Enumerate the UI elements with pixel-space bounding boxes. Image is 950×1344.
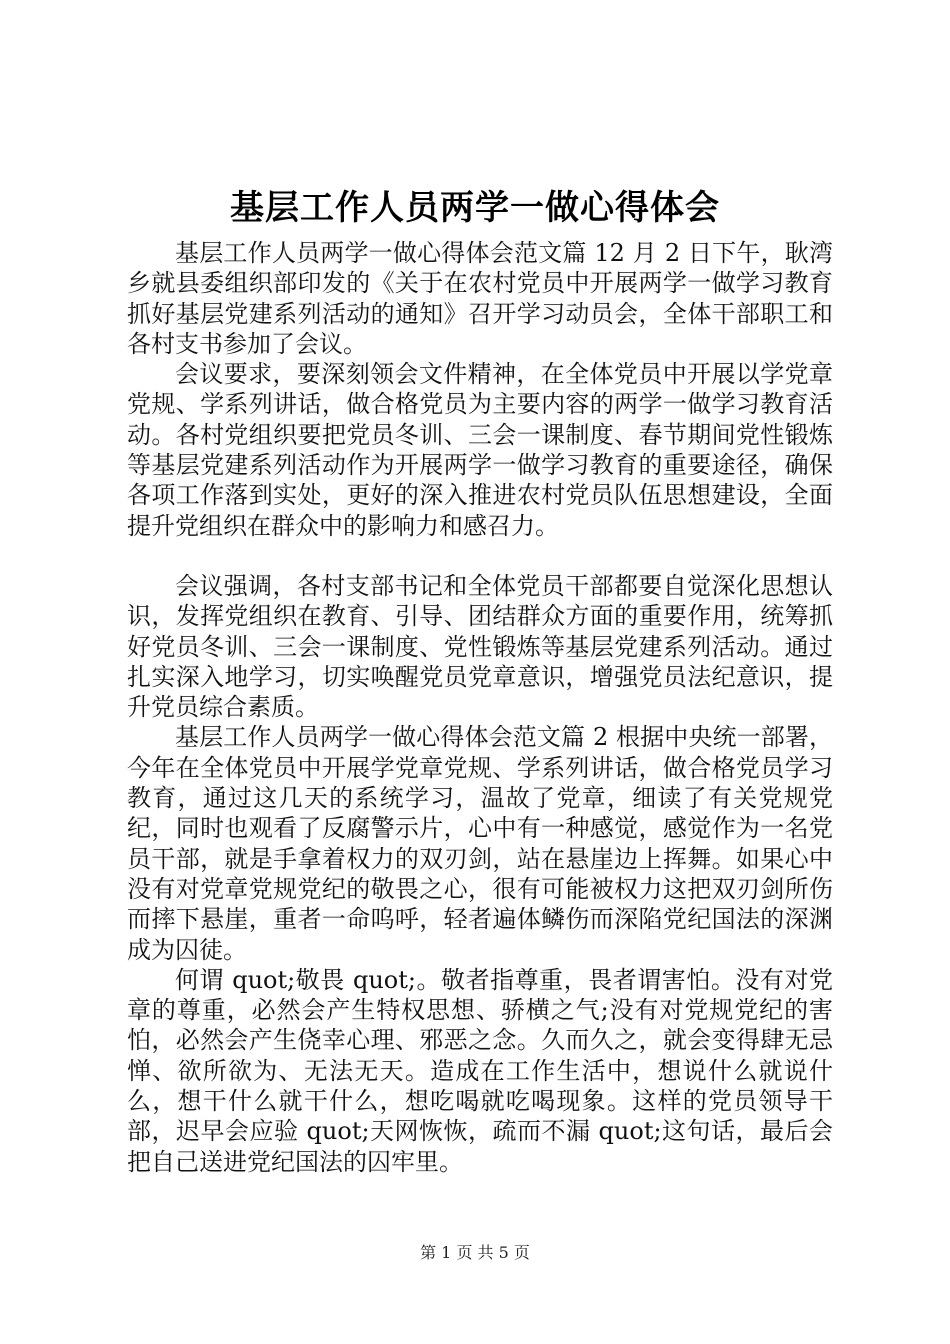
paragraph-3: 会议强调，各村支部书记和全体党员干部都要自觉深化思想认识，发挥党组织在教育、引导、团结群众方面的重要作用，统筹抓好党员冬训、三会一课制度、党性锻炼等基层党建系列活动。通过扎实深入地学习，切实唤醒党员党章意识，增强党员法纪意识，提升党员综合素质。 xyxy=(127,571,833,722)
paragraph-5: 何谓 quot;敬畏 quot;。敬者指尊重，畏者谓害怕。没有对党章的尊重，必然会产生特权思想、骄横之气;没有对党规党纪的害怕，必然会产生侥幸心理、邪恶之念。久而久之，就会变得肆无忌惮、欲所欲为、无法无天。造成在工作生活中，想说什么就说什么，想干什么就干什么，想吃喝就吃喝现象。这样的党员领导干部，迟早会应验 quot;天网恢恢，疏而不漏 quot;这句话，最后会把自己送进党纪国法的囚牢里。 xyxy=(127,965,833,1176)
page-footer: 第 1 页 共 5 页 xyxy=(420,1243,530,1262)
paragraph-2: 会议要求，要深刻领会文件精神，在全体党员中开展以学党章党规、学系列讲话，做合格党员为主要内容的两学一做学习教育活动。各村党组织要把党员冬训、三会一课制度、春节期间党性锻炼等基层党建系列活动作为开展两学一做学习教育的重要途径，确保各项工作落到实处，更好的深入推进农村党员队伍思想建设，全面提升党组织在群众中的影响力和感召力。 xyxy=(127,360,833,540)
document-title: 基层工作人员两学一做心得体会 xyxy=(230,188,720,228)
paragraph-4: 基层工作人员两学一做心得体会范文篇 2 根据中央统一部署，今年在全体党员中开展学党章党规、学系列讲话，做合格党员学习教育，通过这几天的系统学习，温故了党章，细读了有关党规党纪，同时也观看了反腐警示片，心中有一种感觉，感觉作为一名党员干部，就是手拿着权力的双刃剑，站在悬崖边上挥舞。如果心中没有对党章党规党纪的敬畏之心，很有可能被权力这把双刃剑所伤而摔下悬崖，重者一命呜呼，轻者遍体鳞伤而深陷党纪国法的深渊成为囚徒。 xyxy=(127,723,833,964)
document-body xyxy=(127,238,833,1177)
paragraph-1: 基层工作人员两学一做心得体会范文篇 12 月 2 日下午，耿湾乡就县委组织部印发的《关于在农村党员中开展两学一做学习教育抓好基层党建系列活动的通知》召开学习动员会，全体干部职工和各村支书参加了会议。 xyxy=(127,239,833,358)
